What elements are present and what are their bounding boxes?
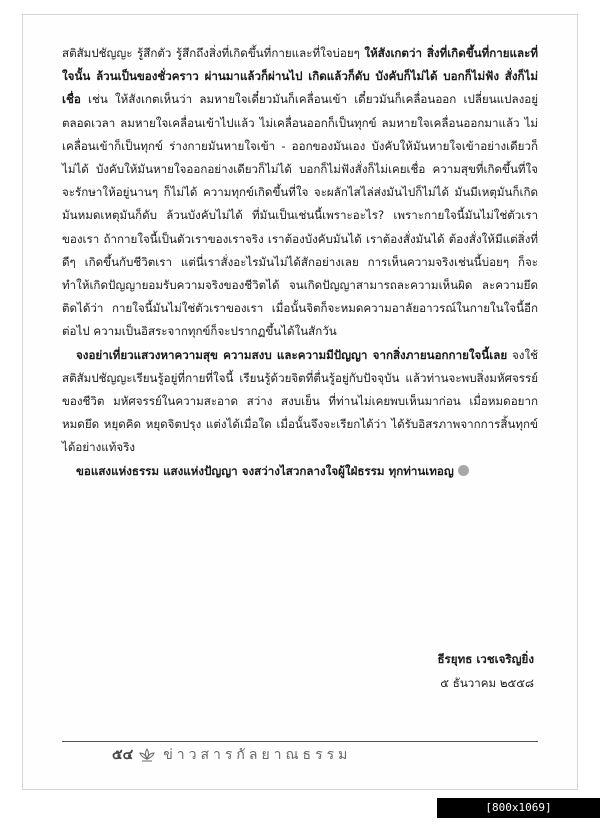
lotus-icon <box>139 748 155 762</box>
paragraph-3 <box>62 460 538 483</box>
p2-text-1: จงใช้สติสัมปชัญญะเรียนรู้อยู่ที่กายที่ใจนี้ เรียนรู้ด้วยจิตที่ตื่นรู้อยู่กับปัจจุบัน แล้วท่านจะพบสิ่งมหัศจรรย์ของชีวิต มหัศจรรย์ในความสะอาด สว่าง สงบเย็น ที่ท่านไม่เคยพบเห็นมาก่อน เมื่อหมดอยาก หมดยึด หยุดคิด หยุดจิตปรุง แต่งได้เมื่อใด เมื่อนั้นจึงจะเรียกได้ว่า ได้รับอิสรภาพจากการสิ้นทุกข์ได้อย่างแท้จริง <box>62 347 538 455</box>
p2-bold-1: จงอย่าเที่ยวแสวงหาความสุข ความสงบ และความมีปัญญา จากสิ่งภายนอกกายใจนี้เลย <box>76 347 508 362</box>
paragraph-2 <box>62 344 538 460</box>
author-date: ๕ ธันวาคม ๒๕๕๘ <box>440 676 534 690</box>
footer-divider <box>62 741 538 742</box>
article-body <box>62 42 538 483</box>
magazine-name: ข่าวสารกัลยาณธรรม <box>163 747 352 763</box>
image-size-stamp: [800x1069] https://upic.me/ <box>437 798 600 818</box>
p3-bold-1: ขอแสงแห่งธรรม แสงแห่งปัญญา จงสว่างไสวกลางใจผู้ใฝ่ธรรม ทุกท่านเทอญ <box>76 463 454 478</box>
page-footer <box>112 745 351 765</box>
p1-bold-1: ให้สังเกตว่า สิ่งที่เกิดขึ้นที่กายและที่ใจนั้น ล้วนเป็นของชั่วคราว ผ่านมาแล้วก็ผ่านไป เกิดแล้วก็ดับ บังคับก็ไม่ได้ บอกก็ไม่ฟัง สั่งก็ไม่เชื่อ <box>62 46 538 107</box>
p1-text-1: สติสัมปชัญญะ รู้สึกตัว รู้สึกถึงสิ่งที่เกิดขึ้นที่กายและที่ใจบ่อยๆ <box>62 46 365 60</box>
author-name: ธีรยุทธ เวชเจริญยิ่ง <box>437 652 534 666</box>
p1-text-2: เช่น ให้สังเกตเห็นว่า ลมหายใจเดี๋ยวมันก็เคลื่อนเข้า เดี๋ยวมันก็เคลื่อนออก เปลี่ยนแปลงอยู่ตลอดเวลา ลมหายใจเคลื่อนเข้าไปแล้ว ไม่เคลื่อนออกก็เป็นทุกข์ ลมหายใจเคลื่อนออกมาแล้ว ไม่เคลื่อนเข้าก็เป็นทุกข์ ร่างกายมันหายใจเข้า - ออกของมันเอง บังคับให้มันหายใจเข้าอย่างเดียวก็ไม่ได้ บังคับให้มันหายใจออกอย่างเดียวก็ไม่ได้ บอกก็ไม่ฟังสั่งก็ไม่เคยเชื่อ ความสุขที่เกิดขึ้นที่ใจจะรักษาให้อยู่นานๆ ก็ไม่ได้ ความทุกข์เกิดขึ้นที่ใจ จะผลักไสไล่ส่งมันไปก็ไม่ได้ มันมีเหตุมันก็เกิด มันหมดเหตุมันก็ดับ ล้วนบังคับไม่ได้ ที่มันเป็นเช่นนี้เพราะอะไร? เพราะกายใจนี้มันไม่ใช่ตัวเราของเรา ถ้ากายใจนี้เป็นตัวเราของเราจริง เราต้องบังคับมันได้ เราต้องสั่งมันได้ ต้องสั่งให้มีแต่สิ่งที่ดีๆ เกิดขึ้นกับชีวิตเรา แต่นี่เราสั่งอะไรมันไม่ได้สักอย่างเลย การเห็นความจริงเช่นนี้บ่อยๆ ก็จะทำให้เกิดปัญญายอมรับความจริงของชีวิตได้ จนเกิดปัญญาสามารถละความเห็นผิด ละความยึดติดได้ว่า กายใจนี้มันไม่ใช่ตัวเราของเรา เมื่อนั้นจิตก็จะหมดความอาลัยอาวรณ์ในกายในใจนี้อีกต่อไป ความเป็นอิสระจากทุกข์ก็จะปรากฏขึ้นได้ในสักวัน <box>62 92 538 339</box>
page-number: ๕๔ <box>112 747 134 763</box>
end-dot-icon <box>458 465 469 476</box>
paragraph-1 <box>62 42 538 344</box>
